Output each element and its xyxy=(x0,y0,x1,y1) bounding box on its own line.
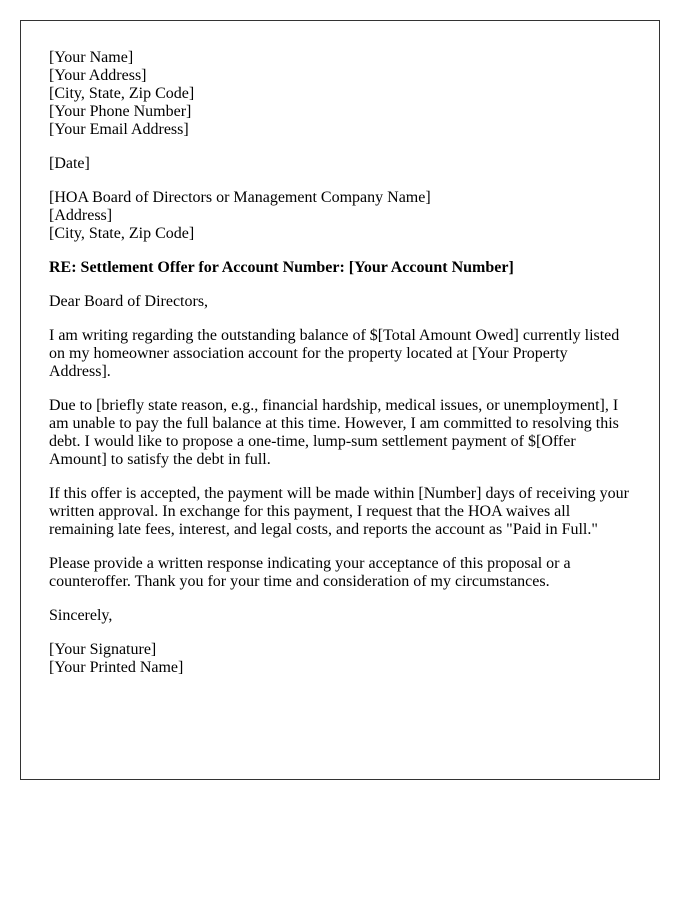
sender-address: [Your Address] xyxy=(49,67,147,84)
salutation: Dear Board of Directors, xyxy=(49,293,209,310)
body-paragraph-request-response: Please provide a written response indicating your acceptance of this proposal or a counteroffer. Thank you for your time and consideration of my circumstances. xyxy=(49,555,571,590)
signature-block xyxy=(49,641,631,677)
recipient-address-block xyxy=(49,189,631,243)
subject-line: RE: Settlement Offer for Account Number: [Your Account Number] xyxy=(49,259,514,276)
sender-city-state-zip: [City, State, Zip Code] xyxy=(49,85,195,102)
printed-name: [Your Printed Name] xyxy=(49,659,184,676)
sender-phone: [Your Phone Number] xyxy=(49,103,192,120)
body-paragraph-terms: If this offer is accepted, the payment will be made within [Number] days of receiving your written approval. In exchange for this payment, I request that the HOA waives all remaining late fees, interest, and legal costs, and reports the account as "Paid in Full." xyxy=(49,485,629,538)
letter-date: [Date] xyxy=(49,155,90,172)
sender-email: [Your Email Address] xyxy=(49,121,189,138)
recipient-city-state-zip: [City, State, Zip Code] xyxy=(49,225,195,242)
signature: [Your Signature] xyxy=(49,641,157,658)
letter-page xyxy=(20,20,660,780)
sender-name: [Your Name] xyxy=(49,49,134,66)
recipient-address: [Address] xyxy=(49,207,113,224)
sender-address-block xyxy=(49,49,631,139)
recipient-name: [HOA Board of Directors or Management Company Name] xyxy=(49,189,431,206)
body-paragraph-balance: I am writing regarding the outstanding balance of $[Total Amount Owed] currently listed on my homeowner association account for the property located at [Your Property Address]. xyxy=(49,327,620,380)
closing: Sincerely, xyxy=(49,607,113,624)
date-block xyxy=(49,155,631,173)
body-paragraph-reason-offer: Due to [briefly state reason, e.g., financial hardship, medical issues, or unemployment], I am unable to pay the full balance at this time. However, I am committed to resolving this debt. I would like to propose a one-time, lump-sum settlement payment of $[Offer Amount] to satisfy the debt in full. xyxy=(49,397,619,468)
